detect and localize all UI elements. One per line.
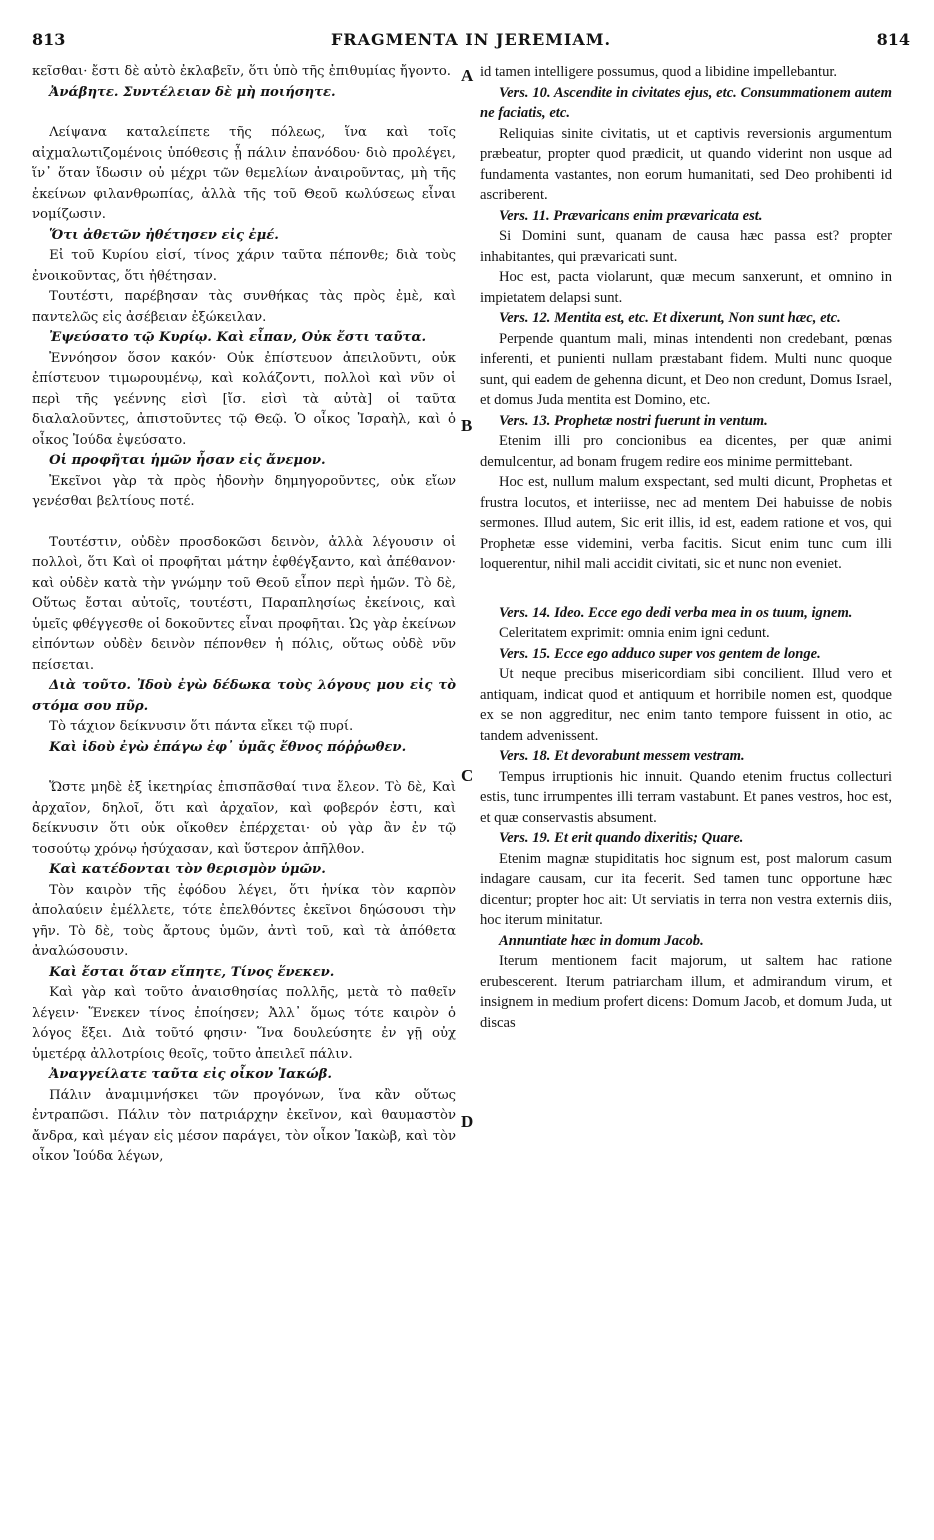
latin-paragraph: Perpende quantum mali, minas intendenti non credebant, pœnas inferenti, et punienti nullam præstabant fidem. Multi nunc quoque sunt, qui eadem de gehenna dicunt, et Deo non credunt, Domus Israel, et domus Juda mentita est Domino, etc. bbox=[480, 330, 892, 408]
greek-paragraph: Τὸ τάχιον δείκνυσιν ὅτι πάντα εἴκει τῷ πυρί. bbox=[49, 719, 354, 734]
greek-lemma: Καὶ κατέδονται τὸν θερισμὸν ὑμῶν. bbox=[49, 862, 326, 877]
latin-paragraph: Reliquias sinite civitatis, ut et captivis reversionis argumentum præbeatur, propter quod prædicit, ut quando viderint non usque ad fundamenta vastantes, non eorum humanitati, sed Deo prohibenti id ascriberent. bbox=[480, 125, 892, 203]
latin-paragraph: Iterum mentionem facit majorum, ut saltem hac ratione erubescerent. Iterum patriarcham illum, et admirandum virum, et insignem in medium profert dicens: Domum Jacob, et domum Juda, ut discas bbox=[480, 953, 892, 1031]
greek-paragraph: Εἰ τοῦ Κυρίου εἰσί, τίνος χάριν ταῦτα πέπονθε; διὰ τοὺς ἐνοικοῦντας, ὅτι ἠθέτησαν. bbox=[32, 248, 456, 284]
latin-lemma: Annuntiate hæc in domum Jacob. bbox=[498, 932, 704, 949]
running-title: FRAGMENTA IN JEREMIAM. bbox=[330, 30, 612, 49]
latin-lemma: Vers. 15. Ecce ego adduco super vos gentem de longe. bbox=[498, 645, 821, 662]
margin-letter-a: A bbox=[461, 66, 474, 85]
latin-lemma: Vers. 11. Prævaricans enim prævaricata est. bbox=[498, 207, 763, 224]
latin-paragraph: Hoc est, pacta violarunt, quæ mecum sanxerunt, et omnino in impietatem delapsi sunt. bbox=[480, 269, 892, 306]
latin-lemma: Vers. 10. Ascendite in civitates ejus, etc. Consummationem autem ne faciatis, etc. bbox=[480, 84, 892, 121]
latin-paragraph: id tamen intelligere possumus, quod a libidine impellebantur. bbox=[480, 64, 838, 80]
greek-lemma: Οἱ προφῆται ἡμῶν ἦσαν εἰς ἄνεμον. bbox=[49, 453, 326, 468]
greek-paragraph: Ὥστε μηδὲ ἐξ ἱκετηρίας ἐπισπᾶσθαί τινα ἔλεον. Τὸ δὲ, Καὶ ἀρχαῖον, δηλοῖ, ὅτι καὶ ἀρχαῖον, καὶ φοβερόν ἐστι, καὶ δείκνυσιν ὅτι οὐκ οἴκοθεν ἐπέρχεται· οὐ γὰρ ἂν ἐν τῷ τοσούτῳ χρόνῳ ἡσύχασαν, καὶ ὕστερον ἀπῆλθον. bbox=[32, 780, 456, 857]
latin-lemma: Vers. 12. Mentita est, etc. Et dixerunt, Non sunt hæc, etc. bbox=[498, 310, 841, 326]
margin-letter-c: C bbox=[461, 766, 474, 785]
latin-lemma: Vers. 14. Ideo. Ecce ego dedi verba mea in os tuum, ignem. bbox=[498, 604, 853, 621]
greek-lemma: Ἐψεύσατο τῷ Κυρίῳ. Καὶ εἶπαν, Οὐκ ἔστι ταῦτα. bbox=[49, 330, 427, 345]
latin-lemma: Vers. 18. Et devorabunt messem vestram. bbox=[498, 748, 745, 764]
latin-paragraph: Ut neque precibus misericordiam sibi concilient. Illud vero et antiquam, indicat quod et antiquum et horribile nomen est, quodque ex se non aggreditur, nec enim tanto tempore fuissent in otio, ac tandem advenissent. bbox=[480, 666, 892, 744]
greek-paragraph: Λείψανα καταλείπετε τῆς πόλεως, ἵνα καὶ τοῖς αἰχμαλωτιζομένοις ὑπόθεσις ᾖ πάλιν ἐπανόδου· διὸ προλέγει, ἵν᾽ ὅταν ἴδωσιν οὐ μέχρι τῶν θεμελίων ἀναιροῦντας, μὴ τῆς ἐκείνων φιλανθρωπίας, ἀλλὰ τῆς τοῦ Θεοῦ κωλύσεως εἶναι νομίζωσιν. bbox=[32, 125, 456, 222]
margin-letter-d: D bbox=[461, 1112, 474, 1131]
latin-column bbox=[480, 62, 892, 1033]
greek-paragraph: κεῖσθαι· ἔστι δὲ αὐτὸ ἐκλαβεῖν, ὅτι ὑπὸ τῆς ἐπιθυμίας ἤγοντο. bbox=[32, 64, 451, 79]
latin-paragraph: Si Domini sunt, quanam de causa hæc passa est? propter inhabitantes, qui prævaricati sunt. bbox=[480, 228, 892, 265]
greek-paragraph: Τουτέστι, παρέβησαν τὰς συνθήκας τὰς πρὸς ἐμὲ, καὶ παντελῶς εἰς ἀσέβειαν ἐξώκειλαν. bbox=[32, 289, 456, 325]
margin-letter-b: B bbox=[461, 416, 473, 435]
latin-paragraph: Hoc est, nullum malum exspectant, sed multi dicunt, Prophetas et frustra locutos, et interiisse, nec ad mentem Dei habuisse de nobis sermones. Illud autem, Sic erit illis, id est, eadem ratione et vos, qui Prophetæ esse videmini, verba facitis. Sicut enim tunc cum illi loquerentur, nihil mali accidit civitati, sic et nunc non eveniet. bbox=[480, 474, 892, 572]
greek-paragraph: Ἐκεῖνοι γὰρ τὰ πρὸς ἡδονὴν δημηγοροῦντες, οὐκ εἴων γενέσθαι βελτίους ποτέ. bbox=[32, 473, 456, 509]
greek-lemma: Καὶ ἰδοὺ ἐγὼ ἐπάγω ἐφ᾽ ὑμᾶς ἔθνος πόῤῥωθεν. bbox=[49, 739, 407, 755]
greek-lemma: Ἀναγγείλατε ταῦτα εἰς οἶκον Ἰακώβ. bbox=[49, 1067, 333, 1082]
greek-paragraph: Καὶ γὰρ καὶ τοῦτο ἀναισθησίας πολλῆς, μετὰ τὸ παθεῖν λέγειν· Ἕνεκεν τίνος ἐποίησεν; Ἀλλ᾽ ὅμως τότε καιρὸν ὁ λόγος ἕξει. Διὰ τοῦτό φησιν· Ἵνα δουλεύσητε ἐν γῇ οὐχ ὑμετέρᾳ ἀλλοτρίοις θεοῖς, τοῦτο ἀπειλεῖ πάλιν. bbox=[32, 985, 456, 1062]
right-page-number: 814 bbox=[876, 30, 910, 49]
greek-column bbox=[32, 62, 456, 1168]
latin-paragraph: Etenim magnæ stupiditatis hoc signum est, post malorum casum indagare causam, cur ita fecerit. Sed tamen tunc opportune hæc dicentur; propter hoc ait: Ut serviatis in terra non vestra externis diis, hoc iterum minitatur. bbox=[480, 850, 892, 928]
left-page-number: 813 bbox=[32, 30, 66, 49]
greek-paragraph: Πάλιν ἀναμιμνήσκει τῶν προγόνων, ἵνα κἂν οὕτως ἐντραπῶσι. Πάλιν τὸν πατριάρχην ἐκεῖνον, καὶ θαυμαστὸν ἄνδρα, καὶ μέγαν εἰς μέσον παράγει, τὸν οἶκον Ἰακὼβ, καὶ τὸν οἶκον Ἰούδα λέγων, bbox=[32, 1087, 456, 1164]
latin-paragraph: Tempus irruptionis hic innuit. Quando etenim fructus collecturi estis, tunc irrumpentes illi terram vastabunt. Et panes vestros, hoc est, et quæ conservastis absument. bbox=[480, 768, 892, 826]
latin-lemma: Vers. 13. Prophetæ nostri fuerunt in ventum. bbox=[498, 412, 768, 429]
greek-lemma: Ὅτι ἀθετῶν ἠθέτησεν εἰς ἐμέ. bbox=[49, 227, 279, 243]
latin-paragraph: Celeritatem exprimit: omnia enim igni cedunt. bbox=[498, 625, 770, 641]
latin-lemma: Vers. 19. Et erit quando dixeritis; Quare. bbox=[498, 830, 744, 846]
page-header bbox=[32, 30, 910, 54]
greek-paragraph: Τὸν καιρὸν τῆς ἐφόδου λέγει, ὅτι ἡνίκα τὸν καρπὸν ἀπολαύειν ἐμέλλετε, τότε ἐπελθόντες ἐκεῖνοι δηώσουσι τὴν γῆν. Τὸ δὲ, τοὺς ἄρτους ὑμῶν, ἀντὶ τοῦ, καὶ τὰ ἀπόθετα ἀναλώσουσιν. bbox=[32, 882, 456, 959]
greek-lemma: Καὶ ἔσται ὅταν εἴπητε, Τίνος ἕνεκεν. bbox=[49, 964, 335, 980]
latin-paragraph: Etenim illi pro concionibus ea dicentes, per quæ animi demulcentur, ad bonam frugem redire eos minime permittebant. bbox=[480, 433, 892, 470]
greek-paragraph: Τουτέστιν, οὐδὲν προσδοκῶσι δεινὸν, ἀλλὰ λέγουσιν οἱ πολλοὶ, ὅτι Καὶ οἱ προφῆται μάτην ἐφθέγξαντο, καὶ ἀπέθανον· καὶ οὐδὲν κατὰ τὴν γνώμην τοῦ Θεοῦ εἶπον περὶ ἡμῶν. Τὸ δὲ, Οὕτως ἔσται αὐτοῖς, τουτέστι, Παραπλησίως ἐκείνοις, καὶ ὑμεῖς φθέγγεσθε οἱ δοκοῦντες εἶναι προφῆται. Ὡς γὰρ ἐκείνων εἰπόντων οὐδὲν δεινὸν πέπονθεν ἡ πόλις, οὕτως οὐδὲ νῦν πείσεται. bbox=[32, 534, 456, 673]
greek-paragraph: Ἐννόησον ὅσον κακόν· Οὐκ ἐπίστευον ἀπειλοῦντι, οὐκ ἐπίστευον τιμωρουμένῳ, καὶ κολάζοντι, πολλοὶ καὶ νῦν οἱ περὶ τῆς γεέννης εἰσὶ [ἴσ. εἰσὶ τὰ αὐτὰ] οἱ ταῦτα διαλαλοῦντες, ἀπιστοῦντες τῷ Θεῷ. Ὁ οἶκος Ἰσραὴλ, καὶ ὁ οἶκος Ἰούδα ἐψεύσατο. bbox=[32, 350, 456, 448]
greek-lemma: Ἀνάβητε. Συντέλειαν δὲ μὴ ποιήσητε. bbox=[49, 84, 336, 100]
greek-lemma: Διὰ τοῦτο. Ἰδοὺ ἐγὼ δέδωκα τοὺς λόγους μου εἰς τὸ στόμα σου πῦρ. bbox=[32, 678, 456, 714]
